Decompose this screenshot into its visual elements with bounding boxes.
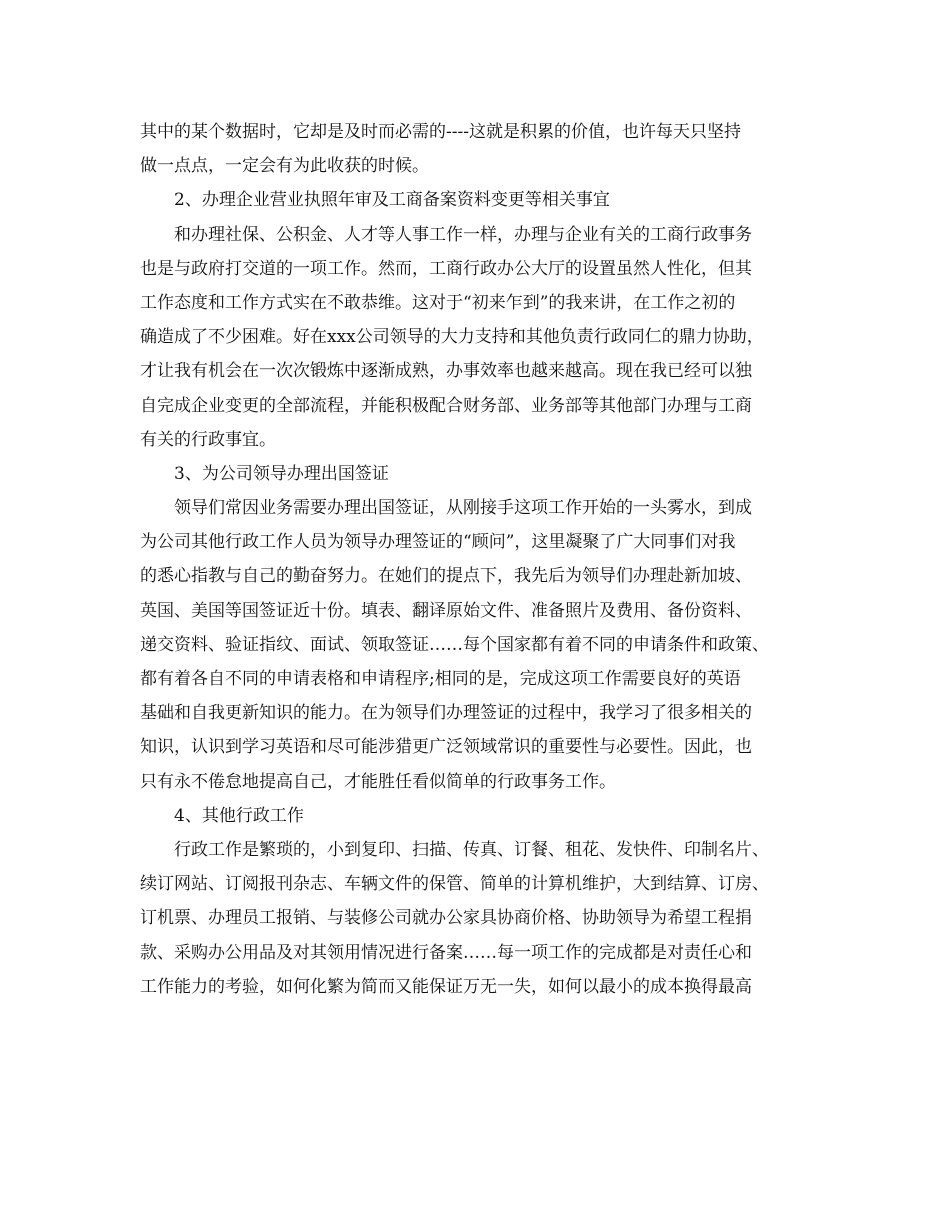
text-line: 和办理社保、公积金、人才等人事工作一样，办理与企业有关的工商行政事务 (174, 224, 752, 245)
text-line: 续订网站、订阅报刊杂志、车辆文件的保管、简单的计算机维护，大到结算、订房、 (140, 874, 769, 895)
text-line: 才让我有机会在一次次锻炼中逐渐成熟，办事效率也越来越高。现在我已经可以独 (140, 361, 752, 382)
text-line: 自完成企业变更的全部流程，并能积极配合财务部、业务部等其他部门办理与工商 (140, 395, 752, 416)
text-line: 的悉心指教与自己的勤奋努力。在她们的提点下，我先后为领导们办理赴新加坡、 (140, 566, 752, 587)
text-line: 2、办理企业营业执照年审及工商备案资料变更等相关事宜 (174, 190, 610, 211)
text-line: 行政工作是繁琐的，小到复印、扫描、传真、订餐、租花、发快件、印制名片、 (174, 839, 769, 860)
text-line: 其中的某个数据时，它却是及时而必需的----这就是积累的价值，也许每天只坚持 (140, 122, 741, 142)
text-line: 做一点点，一定会有为此收获的时候。 (140, 156, 429, 177)
text-line: 4、其他行政工作 (174, 805, 304, 826)
text-line: 基础和自我更新知识的能力。在为领导们办理签证的过程中，我学习了很多相关的 (140, 703, 752, 724)
text-line: 领导们常因业务需要办理出国签证，从刚接手这项工作开始的一头雾水，到成 (174, 498, 752, 519)
text-line: 知识，认识到学习英语和尽可能涉猎更广泛领域常识的重要性与必要性。因此，也 (140, 737, 752, 758)
text-line: 工作能力的考验，如何化繁为简而又能保证万无一失，如何以最小的成本换得最高 (140, 976, 752, 997)
text-line: 有关的行政事宜。 (140, 429, 276, 450)
text-line: 都有着各自不同的申请表格和申请程序;相同的是，完成这项工作需要良好的英语 (140, 669, 741, 689)
text-line: 为公司其他行政工作人员为领导办理签证的“顾问”，这里凝聚了广大同事们对我 (140, 532, 736, 553)
text-line: 工作态度和工作方式实在不敢恭维。这对于“初来乍到”的我来讲，在工作之初的 (140, 292, 736, 313)
text-line: 递交资料、验证指纹、面试、领取签证……每个国家都有着不同的申请条件和政策、 (140, 634, 769, 655)
text-line: 确造成了不少困难。好在xxx公司领导的大力支持和其他负责行政同仁的鼎力协助， (140, 327, 764, 348)
text-line: 订机票、办理员工报销、与装修公司就办公家具协商价格、协助领导为希望工程捐 (140, 908, 752, 929)
text-line: 只有永不倦怠地提高自己，才能胜任看似简单的行政事务工作。 (140, 771, 616, 792)
text-line: 也是与政府打交道的一项工作。然而，工商行政办公大厅的设置虽然人性化，但其 (140, 258, 752, 279)
text-line: 英国、美国等国签证近十份。填表、翻译原始文件、准备照片及费用、备份资料、 (140, 600, 752, 621)
document-body (140, 115, 830, 1004)
text-line: 款、采购办公用品及对其领用情况进行备案……每一项工作的完成都是对责任心和 (140, 942, 752, 963)
text-line: 3、为公司领导办理出国签证 (174, 463, 389, 484)
